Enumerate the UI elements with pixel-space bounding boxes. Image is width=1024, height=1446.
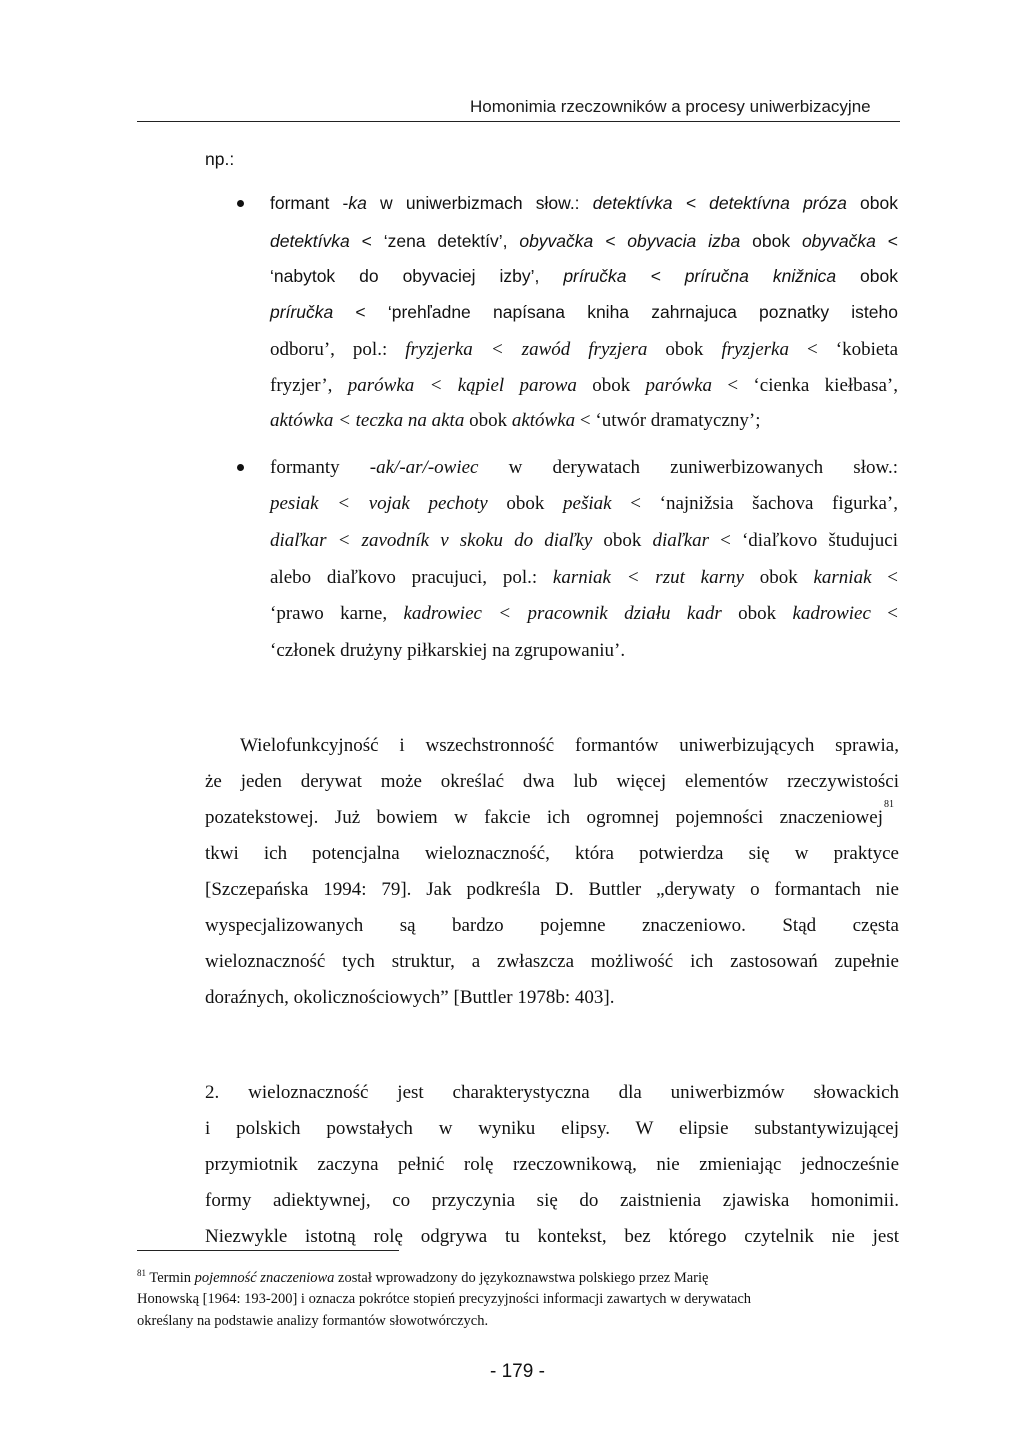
bullet1-line1: formant -ka w uniwerbizmach słow.: detektívka < detektívna próza obok: [270, 193, 898, 213]
paragraph1-line3: pozatekstowej. Już bowiem w fakcie ich ogromnej pojemności znaczeniowej: [205, 807, 883, 828]
paragraph1-line5: [Szczepańska 1994: 79]. Jak podkreśla D. Buttler „derywaty o formantach nie: [205, 879, 899, 900]
bullet2-line6: ‘członek drużyny piłkarskiej na zgrupowaniu’.: [270, 640, 626, 661]
bullet-marker: [237, 200, 244, 207]
paragraph2-line2: i polskich powstałych w wyniku elipsy. W elipsie substantywizującej: [205, 1118, 899, 1139]
footnote-line1: $^{81}$ Termin pojemność znaczeniowa został wprowadzony do językoznawstwa polskiego przez Marię: [137, 1268, 709, 1286]
bullet-marker: [237, 464, 244, 471]
paragraph1-line7: wieloznaczność tych struktur, a zwłaszcza możliwość ich zastosowań zupełnie: [205, 951, 899, 972]
paragraph1-line4: tkwi ich potencjalna wieloznaczność, która potwierdza się w praktyce: [205, 843, 899, 864]
bullet1-line5: odboru’, pol.: fryzjerka < zawód fryzjera obok fryzjerka < ‘kobieta: [270, 339, 898, 360]
bullet1-line7: aktówka < teczka na akta obok aktówka < ‘utwór dramatyczny’;: [270, 410, 761, 431]
footnote-ref: 81: [884, 799, 894, 810]
paragraph1-line2: że jeden derywat może określać dwa lub więcej elementów rzeczywistości: [205, 771, 899, 792]
paragraph2-line5: Niezwykle istotną rolę odgrywa tu kontekst, bez którego czytelnik nie jest: [205, 1226, 899, 1247]
page-number: - 179 -: [490, 1361, 545, 1382]
intro-label: np.:: [205, 149, 235, 169]
footnote-line2: Honowską [1964: 193-200] i oznacza pokrótce stopień precyzyjności informacji zawartych w derywatach: [137, 1291, 752, 1307]
bullet2-line1: formanty -ak/-ar/-owiec w derywatach zuniwerbizowanych słow.:: [270, 457, 898, 478]
header-rule: [137, 121, 900, 122]
bullet1-line4: príručka < ‘prehľadne napísana kniha zahrnajuca poznatky isteho: [270, 302, 898, 322]
paragraph1-line1: Wielofunkcyjność i wszechstronność formantów uniwerbizujących sprawia,: [240, 735, 899, 756]
bullet1-line2: detektívka < ‘zena detektív’, obyvačka < obyvacia izba obok obyvačka <: [270, 231, 898, 251]
paragraph1-line6: wyspecjalizowanych są bardzo pojemne znaczeniowo. Stąd częsta: [205, 915, 899, 936]
bullet2-line5: ‘prawo karne, kadrowiec < pracownik działu kadr obok kadrowiec <: [270, 603, 898, 624]
paragraph2-line1: 2. wieloznaczność jest charakterystyczna dla uniwerbizmów słowackich: [205, 1082, 899, 1103]
paragraph2-line4: formy adiektywnej, co przyczynia się do zaistnienia zjawiska homonimii.: [205, 1190, 899, 1211]
footnote-line3: określany na podstawie analizy formantów słowotwórczych.: [137, 1313, 489, 1329]
bullet1-line6: fryzjer’, parówka < kąpiel parowa obok parówka < ‘cienka kiełbasa’,: [270, 375, 899, 396]
bullet2-line4: alebo diaľkovo pracujuci, pol.: karniak < rzut karny obok karniak <: [270, 567, 899, 588]
footnote-rule: [137, 1250, 399, 1251]
paragraph2-line3: przymiotnik zaczyna pełnić rolę rzeczownikową, nie zmieniając jednocześnie: [205, 1154, 899, 1175]
bullet2-line3: diaľkar < zavodník v skoku do diaľky obok diaľkar < ‘diaľkovo študujuci: [270, 530, 898, 551]
bullet2-line2: pesiak < vojak pechoty obok pešiak < ‘najnižsia šachova figurka’,: [270, 493, 899, 514]
running-title: Homonimia rzeczowników a procesy uniwerbizacyjne: [470, 97, 871, 116]
bullet1-line3: ‘nabytok do obyvaciej izby’, príručka < príručna knižnica obok: [270, 266, 898, 286]
paragraph1-line8: doraźnych, okolicznościowych” [Buttler 1978b: 403].: [205, 987, 615, 1008]
